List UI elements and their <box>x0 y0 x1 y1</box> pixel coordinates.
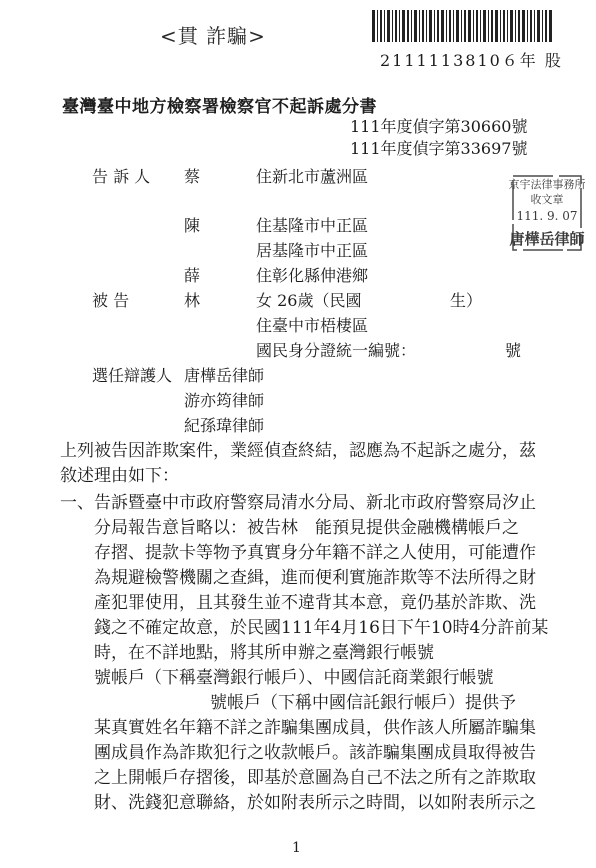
reason-line-4: 為規避檢警機關之查緝，進而便利實施詐欺等不法所得之財 <box>94 568 536 588</box>
reason-line-3: 存摺、提款卡等物予真實身分年籍不詳之人使用，可能遭作 <box>94 543 536 563</box>
reason-line-2: 分局報告意旨略以：被告林 <box>94 518 298 538</box>
stamp-office: 京宇法律事務所 <box>508 178 586 191</box>
reason-line-6: 錢之不確定故意，於民國111年4月16日下午10時4分許前某 <box>94 618 549 638</box>
defendant-birth-suffix: 生） <box>450 291 483 310</box>
intro-line-2: 敘述理由如下： <box>60 466 179 486</box>
counsel-role: 選任辯護人 <box>92 366 173 385</box>
case-number-1: 111年度偵字第30660號 <box>350 117 528 136</box>
handwritten-label: <貫 詐騙> <box>160 24 266 48</box>
complainant-2-residence: 居基隆市中正區 <box>256 241 369 260</box>
defendant-id-suffix: 號 <box>505 341 522 360</box>
reason-line-11: 團成員作為詐欺犯行之收款帳戶。該詐騙集團成員取得被告 <box>94 743 536 763</box>
reason-line-12: 之上開帳戶存摺後，即基於意圖為自己不法之所有之詐欺取 <box>94 768 536 788</box>
reason-line-10: 某真實姓名年籍不詳之詐騙集團成員，供作該人所屬詐騙集 <box>94 718 536 738</box>
stamp-name: 唐樺岳律師 <box>509 230 585 248</box>
complainant-3-address: 住彰化縣伸港鄉 <box>256 266 369 285</box>
reason-line-9: 號帳戶（下稱中國信託銀行帳戶）提供予 <box>210 693 516 713</box>
defendant-role: 被 告 <box>92 291 130 310</box>
reason-line-2b: 能預見提供金融機構帳戶之 <box>315 518 519 538</box>
received-stamp <box>507 172 587 254</box>
complainant-role: 告 訴 人 <box>92 167 151 186</box>
complainant-3-name: 薛 <box>184 266 201 285</box>
reason-line-13: 財、洗錢犯意聯絡，於如附表所示之時間，以如附表所示之 <box>94 793 536 813</box>
defendant-address: 住臺中市梧棲區 <box>256 316 369 335</box>
barcode <box>372 10 552 42</box>
complainant-1-name: 蔡 <box>184 167 201 186</box>
defendant-name: 林 <box>184 291 201 310</box>
reason-line-1: 一、告訴暨臺中市政府警察局清水分局、新北市政府警察局汐止 <box>60 493 536 513</box>
case-number-2: 111年度偵字第33697號 <box>350 139 528 158</box>
reason-line-8: 號帳戶（下稱臺灣銀行帳戶）、中國信託商業銀行帳號 <box>94 668 494 688</box>
document-title: 臺灣臺中地方檢察署檢察官不起訴處分書 <box>62 97 377 117</box>
complainant-2-name: 陳 <box>184 216 201 235</box>
defendant-id-label: 國民身分證統一編號： <box>256 341 417 360</box>
page-number: 1 <box>292 840 301 856</box>
defendant-info: 女 26歲（民國 <box>256 291 362 310</box>
serial-number: 2111113810６年 股 <box>380 51 563 70</box>
complainant-1-address: 住新北市蘆洲區 <box>256 167 369 186</box>
reason-line-7: 時，在不詳地點，將其所申辦之臺灣銀行帳號 <box>94 643 434 663</box>
stamp-date: 111. 9. 07 <box>516 209 578 223</box>
stamp-received: 收文章 <box>530 193 564 206</box>
counsel-1: 唐樺岳律師 <box>184 366 265 385</box>
intro-line-1: 上列被告因詐欺案件，業經偵查終結，認應為不起訴之處分，茲 <box>60 441 536 461</box>
complainant-2-address: 住基隆市中正區 <box>256 216 369 235</box>
reason-line-5: 產犯罪使用，且其發生並不違背其本意，竟仍基於詐欺、洗 <box>94 593 536 613</box>
counsel-3: 紀孫瑋律師 <box>184 416 265 435</box>
counsel-2: 游亦筠律師 <box>184 391 265 410</box>
